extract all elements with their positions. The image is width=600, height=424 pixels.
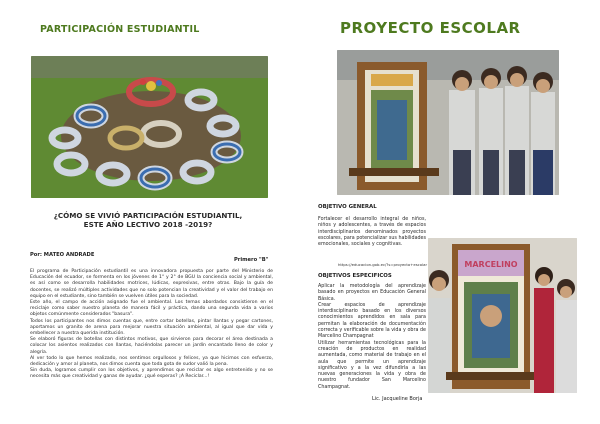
objective-item: Crear espacios de aprendizaje interdisciplinario basado en los diversos conocimientos aprendidos en sala para permitan la elaboración de documentación correcta y verificable sobre la vida y obra de Marcelino Champagnat xyxy=(318,302,426,340)
source-url: https://educacion.gob.ec/?s=proyecto+escolar xyxy=(338,262,428,267)
article-grade: Primero "B" xyxy=(234,257,269,263)
students-illustration xyxy=(337,50,559,195)
objectives-specific-list xyxy=(318,284,426,391)
objective-item: Aplicar la metodología del aprendizaje basado en proyectos en Educación General Básica. xyxy=(318,284,426,302)
objective-item: Utilizar herramientas tecnológicas para la creación de productos en realidad aumentada, como material de trabajo en el aula que permite un aprendizaje significativo y a la vez difundirla a las nuevas generaciones la vida y obra de nuestro fundador San Marcelino Champagnat. xyxy=(318,340,426,390)
objectives-specific-heading: OBJETIVOS ESPECIFICOS xyxy=(318,273,392,279)
objective-general-text: Fortalecer el desarrollo integral de niños, niños y adolescentes, a través de espacios interdisciplinarios denominados proyectos escolares, para potencializar sus habilidades emocionales, sociales y cognitivas. xyxy=(318,217,426,248)
students-project-photo xyxy=(337,50,559,195)
objective-general-heading: OBJETIVO GENERAL xyxy=(318,204,377,210)
article-paragraph: Al ver todo lo que hemos realizado, nos sentimos orgullosos y felices, ya que hicimos con esfuerzo, dedicación y amor al planeta, nos dimos cuenta que toda gota de sudor valió la pena. xyxy=(30,355,273,368)
recycled-tires-garden-photo xyxy=(31,56,268,198)
mosaic-sign-text: MARCELINO xyxy=(464,260,518,269)
article-question-heading: ¿CÓMO SE VIVIÓ PARTICIPACIÓN ESTUDIANTIL, ESTE AÑO LECTIVO 2018 -2019? xyxy=(53,211,243,229)
mosaic-illustration xyxy=(428,238,577,393)
article-paragraph: El programa de Participación estudiantil es una innovadora propuesta por parte del Ministerio de Educación del ecuador, se formenta en los jóvenes de 1° y 2° de BGU la conciencia social y ambiental, es así como se desarrolla habilidades motrices, lúdicas, expresivas, entre otras. Bajo la guía de docentes, se realizó múltiples actividades que no solo potencian la creatividad y el valor del trabajo en equipo en el estudiante, sino también se vuelven útiles para la sociedad. xyxy=(30,269,273,299)
article-paragraph: Se elaboró figuras de botellas con distintos motivos, que sirvieron para decorar el área destinada a colocar los asientos realizados con llantas, haciéndolas parecer un jardín encantado lleno de color y alegría. xyxy=(30,337,273,355)
marcelino-mosaic-photo xyxy=(428,238,577,393)
right-page-title: PROYECTO ESCOLAR xyxy=(340,19,521,37)
article-paragraph: Este año, el campo de acción asignado fue el ambiental. Los temas abordados consistieron en el reciclaje como saber nuestro planeta de manera fácil y práctica, dando una segunda vida a varios objetos comúnmente considerados "basura". xyxy=(30,300,273,318)
article-body xyxy=(30,269,273,381)
tires-illustration xyxy=(31,56,268,198)
article-paragraph: Sin duda, logramos cumplir con los objetivos, y aprendimos que reciclar es algo entretenido y no se necesita más que creatividad y ganas de ayudar. ¿qué esperas? ¡A Reciclar...! xyxy=(30,368,273,380)
article-paragraph: Todos los participantes nos dimos cuentas que, entre cortar botellas, pintar llantas y pegar cartones, aportamos un granito de arena para mejorar nuestra situación ambiental, al igual que dar vida y embellecer a nuestra querida institución. xyxy=(30,318,273,337)
left-page-title: PARTICIPACIÓN ESTUDIANTIL xyxy=(40,24,200,35)
signature: Lic. Jacqueline Borja xyxy=(372,396,423,402)
article-author: Por: MATEO ANDRADE xyxy=(30,252,95,258)
